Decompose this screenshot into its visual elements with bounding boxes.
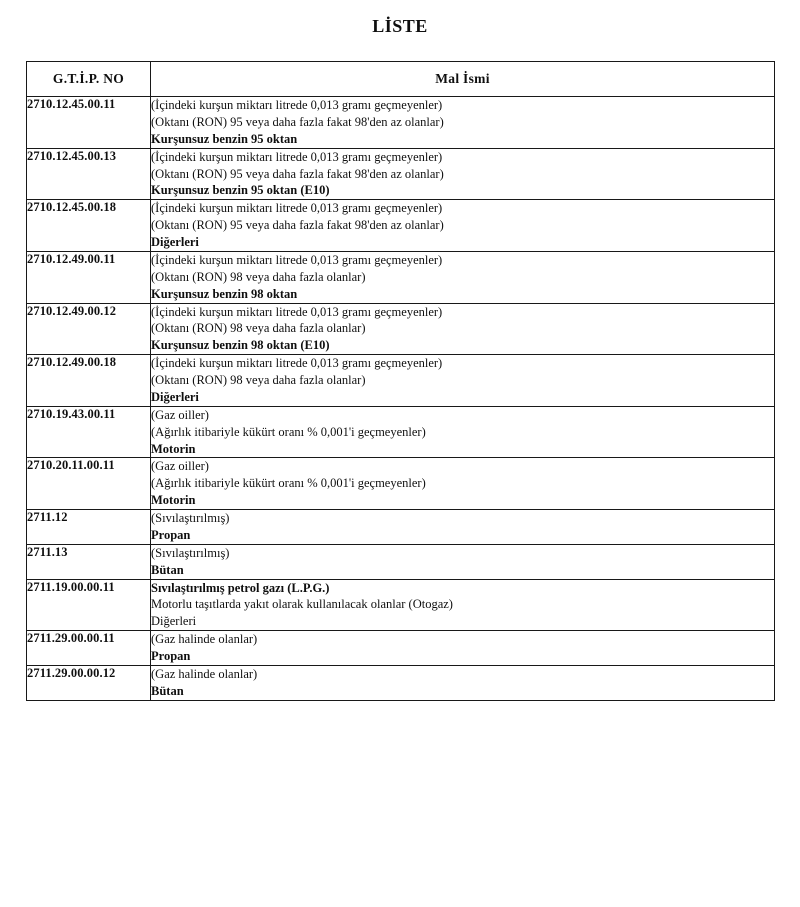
column-header-gtip: G.T.İ.P. NO xyxy=(27,62,151,97)
mal-ismi-cell xyxy=(151,355,775,407)
description-line: Motorin xyxy=(151,441,196,456)
gtip-code-cell: 2710.20.11.00.11 xyxy=(27,458,151,510)
table-row xyxy=(27,579,775,631)
description-line: (Oktanı (RON) 98 veya daha fazla olanlar) xyxy=(151,321,366,336)
description-line: (Gaz oiller) xyxy=(151,407,209,422)
description-line: Propan xyxy=(151,527,191,542)
gtip-code-cell: 2711.13 xyxy=(27,544,151,579)
description-line: Motorlu taşıtlarda yakıt olarak kullanılacak olanlar (Otogaz) xyxy=(151,597,453,612)
description-line: (Oktanı (RON) 98 veya daha fazla olanlar) xyxy=(151,373,366,387)
description-line: Kurşunsuz benzin 98 oktan xyxy=(151,286,298,301)
description-line: (İçindeki kurşun miktarı litrede 0,013 gramı geçmeyenler) xyxy=(151,304,443,319)
mal-ismi-cell xyxy=(151,97,775,149)
gtip-code-cell: 2710.19.43.00.11 xyxy=(27,406,151,458)
description-line: (Oktanı (RON) 98 veya daha fazla olanlar) xyxy=(151,269,366,284)
description-line: (İçindeki kurşun miktarı litrede 0,013 gramı geçmeyenler) xyxy=(151,98,443,112)
mal-ismi-cell xyxy=(151,251,775,303)
document-page xyxy=(0,10,800,907)
description-line: (İçindeki kurşun miktarı litrede 0,013 gramı geçmeyenler) xyxy=(151,149,443,164)
table-row xyxy=(27,510,775,545)
page-title: LİSTE xyxy=(372,16,428,36)
description-line: Sıvılaştırılmış petrol gazı (L.P.G.) xyxy=(151,580,330,595)
mal-ismi-cell xyxy=(151,579,775,631)
gtip-code-cell: 2711.19.00.00.11 xyxy=(27,579,151,631)
description-line: (İçindeki kurşun miktarı litrede 0,013 gramı geçmeyenler) xyxy=(151,252,443,267)
mal-ismi-cell xyxy=(151,631,775,666)
description-line: Kurşunsuz benzin 95 oktan (E10) xyxy=(151,183,330,198)
gtip-code-cell: 2710.12.49.00.11 xyxy=(27,251,151,303)
description-line: (Sıvılaştırılmış) xyxy=(151,545,230,560)
description-line: (Oktanı (RON) 95 veya daha fazla fakat 98'den az olanlar) xyxy=(151,166,444,181)
table-header-row xyxy=(27,62,775,97)
description-line: Diğerleri xyxy=(151,614,197,629)
description-line: Propan xyxy=(151,649,191,663)
description-line: (Gaz oiller) xyxy=(151,459,209,474)
table-body xyxy=(27,97,775,701)
mal-ismi-cell xyxy=(151,200,775,252)
gtip-code-cell: 2710.12.45.00.18 xyxy=(27,200,151,252)
description-line: Bütan xyxy=(151,683,184,698)
description-line: Motorin xyxy=(151,493,196,508)
gtip-code-cell: 2710.12.45.00.13 xyxy=(27,148,151,200)
table-row xyxy=(27,544,775,579)
mal-ismi-cell xyxy=(151,665,775,700)
description-line: (Gaz halinde olanlar) xyxy=(151,632,258,647)
liste-table xyxy=(26,61,775,701)
gtip-code-cell: 2710.12.49.00.18 xyxy=(27,355,151,407)
table-row xyxy=(27,251,775,303)
description-line: (Sıvılaştırılmış) xyxy=(151,511,230,525)
gtip-code-cell: 2711.29.00.00.11 xyxy=(27,631,151,666)
description-line: (Oktanı (RON) 95 veya daha fazla fakat 98'den az olanlar) xyxy=(151,114,444,129)
description-line: Kurşunsuz benzin 98 oktan (E10) xyxy=(151,338,330,353)
table-row xyxy=(27,97,775,149)
mal-ismi-cell xyxy=(151,510,775,545)
table-row xyxy=(27,200,775,252)
description-line: Kurşunsuz benzin 95 oktan xyxy=(151,131,298,146)
description-line: Diğerleri xyxy=(151,235,199,249)
description-line: (İçindeki kurşun miktarı litrede 0,013 gramı geçmeyenler) xyxy=(151,356,443,371)
description-line: (Oktanı (RON) 95 veya daha fazla fakat 98'den az olanlar) xyxy=(151,218,444,233)
gtip-code-cell: 2711.29.00.00.12 xyxy=(27,665,151,700)
table-row xyxy=(27,631,775,666)
column-header-mal-ismi: Mal İsmi xyxy=(151,62,775,97)
description-line: Bütan xyxy=(151,562,184,577)
mal-ismi-cell xyxy=(151,406,775,458)
table-row xyxy=(27,665,775,700)
description-line: (Ağırlık itibariyle kükürt oranı % 0,001'i geçmeyenler) xyxy=(151,476,426,491)
table-row xyxy=(27,458,775,510)
mal-ismi-cell xyxy=(151,458,775,510)
table-header xyxy=(27,62,775,97)
description-line: (Ağırlık itibariyle kükürt oranı % 0,001'i geçmeyenler) xyxy=(151,424,426,439)
table-row xyxy=(27,355,775,407)
mal-ismi-cell xyxy=(151,544,775,579)
gtip-code-cell: 2710.12.45.00.11 xyxy=(27,97,151,149)
mal-ismi-cell xyxy=(151,148,775,200)
description-line: Diğerleri xyxy=(151,389,199,404)
gtip-code-cell: 2710.12.49.00.12 xyxy=(27,303,151,355)
description-line: (İçindeki kurşun miktarı litrede 0,013 gramı geçmeyenler) xyxy=(151,201,443,216)
table-row xyxy=(27,303,775,355)
gtip-code-cell: 2711.12 xyxy=(27,510,151,545)
table-row xyxy=(27,148,775,200)
table-row xyxy=(27,406,775,458)
mal-ismi-cell xyxy=(151,303,775,355)
liste-table-container xyxy=(26,61,774,701)
description-line: (Gaz halinde olanlar) xyxy=(151,666,258,681)
